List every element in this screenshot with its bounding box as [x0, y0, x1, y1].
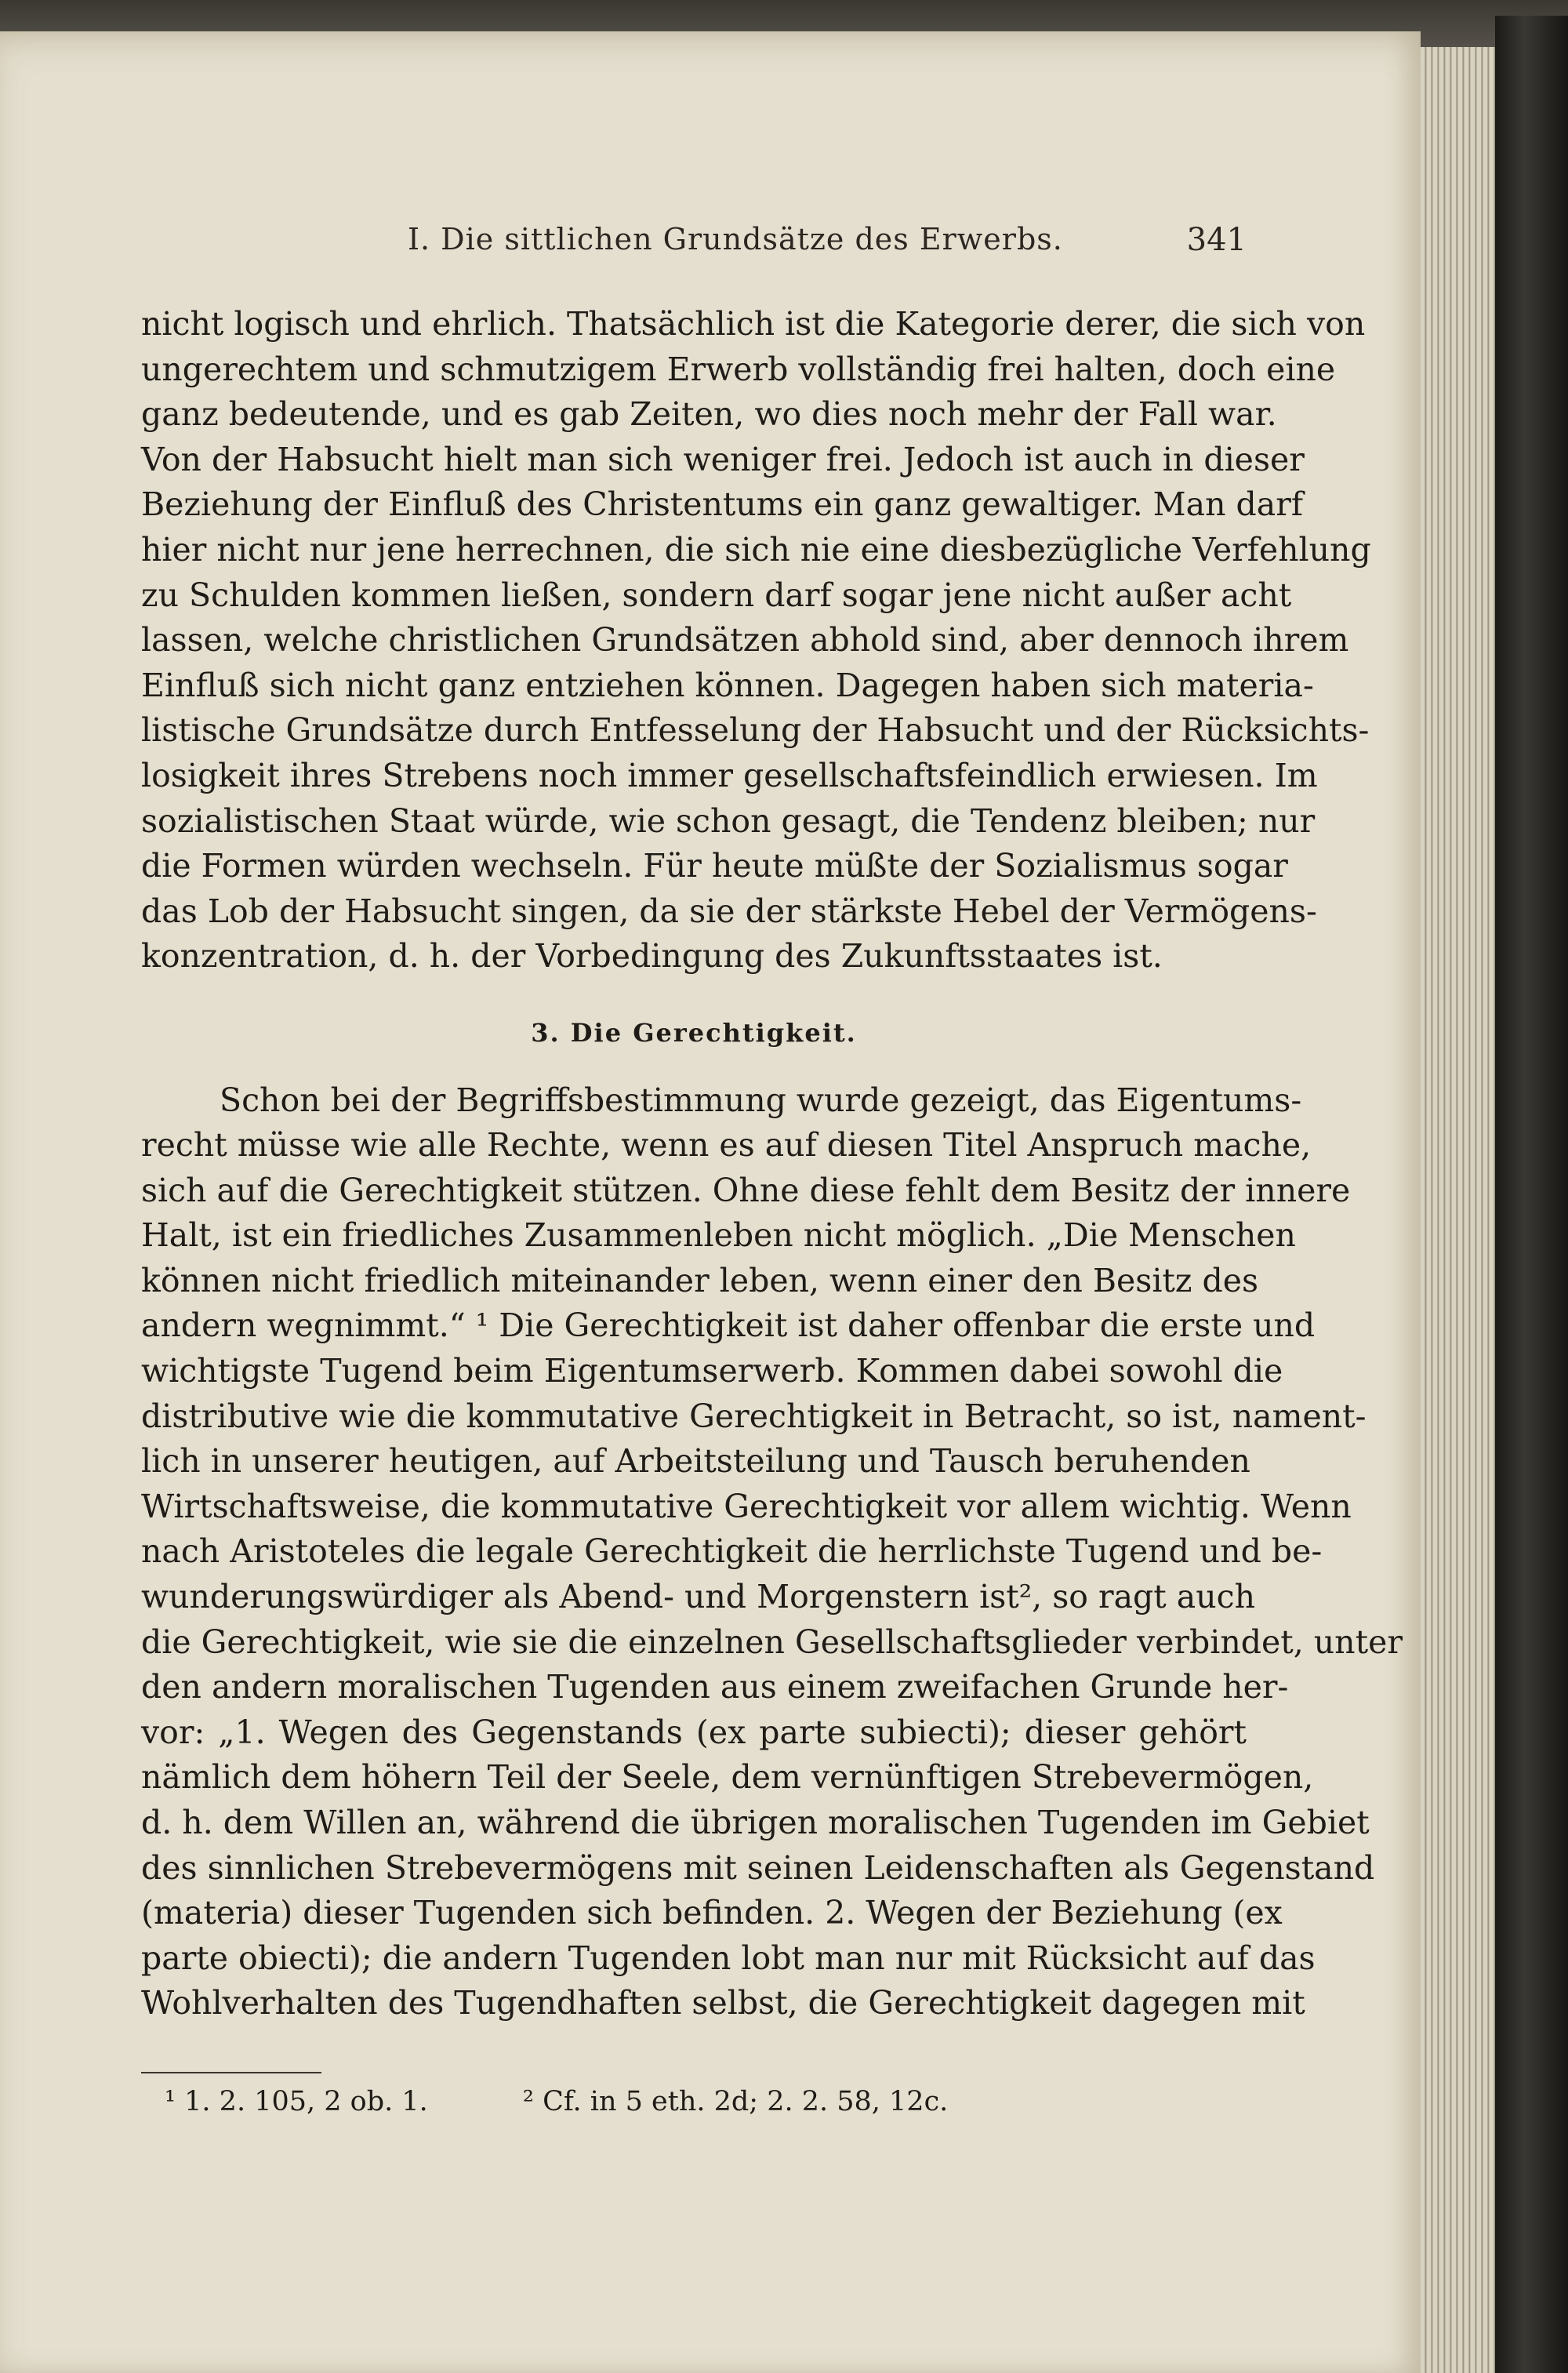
text-line: zu Schulden kommen ließen, sondern darf sogar jene nicht außer acht — [141, 576, 1292, 614]
section-heading: 3. Die Gerechtigkeit. — [531, 1017, 857, 1048]
text-line: ungerechtem und schmutzigem Erwerb vollständig frei halten, doch eine — [141, 350, 1336, 388]
text-line: das Lob der Habsucht singen, da sie der stärkste Hebel der Vermögens- — [141, 892, 1317, 930]
footnotes — [165, 2086, 1247, 2117]
text-line: können nicht friedlich miteinander leben, wenn einer den Besitz des — [141, 1261, 1259, 1299]
text-line: sozialistischen Staat würde, wie schon gesagt, die Tendenz bleiben; nur — [141, 801, 1316, 840]
text-line: Wirtschaftsweise, die kommutative Gerechtigkeit vor allem wichtig. Wenn — [141, 1487, 1352, 1525]
text-line: Einfluß sich nicht ganz entziehen können. Dagegen haben sich materia- — [141, 666, 1314, 704]
footnote-rule — [141, 2072, 321, 2073]
text-line: sich auf die Gerechtigkeit stützen. Ohne diese fehlt dem Besitz der innere — [141, 1171, 1351, 1209]
footnote-2: ² Cf. in 5 eth. 2d; 2. 2. 58, 12c. — [522, 2086, 949, 2117]
text-line: losigkeit ihres Strebens noch immer gesellschaftsfeindlich erwiesen. Im — [141, 756, 1318, 794]
text-line: wunderungswürdiger als Abend- und Morgenstern ist², so ragt auch — [141, 1578, 1255, 1616]
text-line: ganz bedeutende, und es gab Zeiten, wo dies noch mehr der Fall war. — [141, 395, 1277, 434]
text-line: lassen, welche christlichen Grundsätzen abhold sind, aber dennoch ihrem — [141, 621, 1349, 660]
text-line: die Formen würden wechseln. Für heute müßte der Sozialismus sogar — [141, 847, 1288, 885]
text-line: d. h. dem Willen an, während die übrigen moralischen Tugenden im Gebiet — [141, 1804, 1370, 1841]
page-number: 341 — [1186, 222, 1247, 258]
text-line: andern wegnimmt.“ ¹ Die Gerechtigkeit ist daher offenbar die erste und — [141, 1306, 1316, 1345]
text-line: nämlich dem höhern Teil der Seele, dem vernünftigen Strebevermögen, — [141, 1758, 1314, 1797]
text-line: hier nicht nur jene herrechnen, die sich nie eine diesbezügliche Verfehlung — [141, 530, 1371, 569]
text-line: distributive wie die kommutative Gerechtigkeit in Betracht, so ist, nament- — [141, 1397, 1367, 1435]
text-line: Beziehung der Einfluß des Christentums ein ganz gewaltiger. Man darf — [141, 485, 1304, 524]
text-line: Von der Habsucht hielt man sich weniger frei. Jedoch ist auch in dieser — [141, 440, 1305, 478]
footnote-1: ¹ 1. 2. 105, 2 ob. 1. — [165, 2086, 428, 2117]
text-line: den andern moralischen Tugenden aus einem zweifachen Grunde her- — [141, 1668, 1289, 1706]
text-line: nach Aristoteles die legale Gerechtigkeit die herrlichste Tugend und be- — [141, 1532, 1323, 1571]
page-edges — [1421, 47, 1495, 2373]
spacer — [141, 979, 1247, 1011]
spacer — [141, 1056, 1247, 1078]
text-line: (materia) dieser Tugenden sich befinden. 2. Wegen der Beziehung (ex — [141, 1894, 1283, 1932]
text-line: Schon bei der Begriffsbestimmung wurde gezeigt, das Eigentums- — [220, 1081, 1302, 1119]
text-line: Halt, ist ein friedliches Zusammenleben nicht möglich. „Die Menschen — [141, 1216, 1296, 1255]
main-text — [141, 302, 1403, 2026]
book-cover-edge — [1495, 16, 1568, 2373]
running-head: I. Die sittlichen Grundsätze des Erwerbs. — [408, 222, 1063, 256]
text-line: die Gerechtigkeit, wie sie die einzelnen Gesellschaftsglieder verbindet, unter — [141, 1623, 1403, 1661]
text-line: nicht logisch und ehrlich. Thatsächlich ist die Kategorie derer, die sich von — [141, 305, 1366, 343]
text-line: lich in unserer heutigen, auf Arbeitsteilung und Tausch beruhenden — [141, 1442, 1250, 1481]
text-line: recht müsse wie alle Rechte, wenn es auf diesen Titel Anspruch mache, — [141, 1126, 1312, 1165]
text-line: vor: „1. Wegen des Gegenstands (ex parte subiecti); dieser gehört — [141, 1713, 1247, 1751]
text-line: listische Grundsätze durch Entfesselung der Habsucht und der Rücksichts- — [141, 711, 1370, 750]
text-line: Wohlverhalten des Tugendhaften selbst, die Gerechtigkeit dagegen mit — [141, 1984, 1305, 2022]
text-line: des sinnlichen Strebevermögens mit seinen Leidenschaften als Gegenstand — [141, 1848, 1375, 1887]
text-line: konzentration, d. h. der Vorbedingung des Zukunftsstaates ist. — [141, 937, 1163, 976]
text-line: wichtigste Tugend beim Eigentumserwerb. Kommen dabei sowohl die — [141, 1352, 1283, 1390]
text-line: parte obiecti); die andern Tugenden lobt man nur mit Rücksicht auf das — [141, 1939, 1316, 1977]
